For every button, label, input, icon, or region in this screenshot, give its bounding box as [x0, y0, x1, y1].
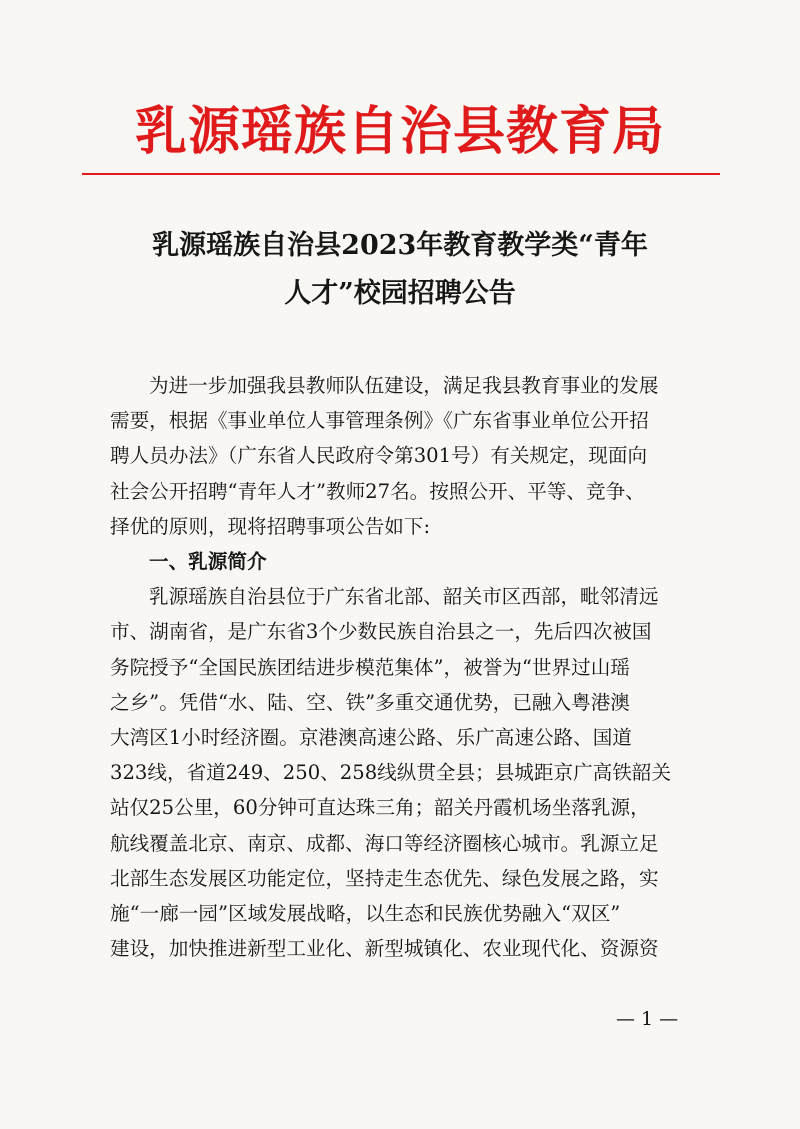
section-line: 之乡”。凭借“水、陆、空、铁”多重交通优势，已融入粤港澳 [110, 690, 630, 714]
page-number: — 1 — [616, 1008, 679, 1030]
section-line: 北部生态发展区功能定位，坚持走生态优先、绿色发展之路，实 [110, 866, 659, 890]
document-title-line-2: 人才”校园招聘公告 [284, 278, 516, 309]
letterhead-title: 乳源瑶族自治县教育局 [134, 101, 665, 162]
document-body [110, 368, 706, 966]
section-paragraph [110, 579, 706, 966]
section-line: 务院授予“全国民族团结进步模范集体”，被誉为“世界过山瑶 [110, 655, 630, 679]
document-title-line-1: 乳源瑶族自治县2023年教育教学类“青年 [152, 230, 648, 261]
section-line: 施“一廊一园”区域发展战略，以生态和民族优势融入“双区” [110, 902, 621, 926]
section-line: 大湾区1小时经济圈。京港澳高速公路、乐广高速公路、国道 [110, 726, 632, 750]
intro-line: 择优的原则，现将招聘事项公告如下: [110, 514, 431, 538]
section-line: 建设，加快推进新型工业化、新型城镇化、农业现代化、资源资 [110, 937, 659, 961]
section-line: 站仅25公里，60分钟可直达珠三角；韶关丹霞机场坐落乳源， [110, 796, 650, 820]
intro-paragraph [110, 368, 706, 544]
letterhead-red-rule [82, 173, 720, 175]
section-line: 323线，省道249、250、258线纵贯全县；县城距京广高铁韶关 [110, 761, 672, 785]
intro-line: 为进一步加强我县教师队伍建设，满足我县教育事业的发展 [149, 374, 659, 397]
section-line: 市、湖南省，是广东省3个少数民族自治县之一，先后四次被国 [110, 620, 652, 644]
intro-line: 聘人员办法》（广东省人民政府令第301号）有关规定，现面向 [110, 444, 648, 468]
section-heading: 一、乳源简介 [149, 550, 267, 574]
section-line: 航线覆盖北京、南京、成都、海口等经济圈核心城市。乳源立足 [110, 831, 659, 855]
section-line: 乳源瑶族自治县位于广东省北部、韶关市区西部，毗邻清远 [149, 585, 659, 609]
intro-line: 需要，根据《事业单位人事管理条例》《广东省事业单位公开招 [110, 409, 649, 433]
document-title [100, 222, 700, 318]
intro-line: 社会公开招聘“青年人才”教师27名。按照公开、平等、竞争、 [110, 479, 645, 503]
